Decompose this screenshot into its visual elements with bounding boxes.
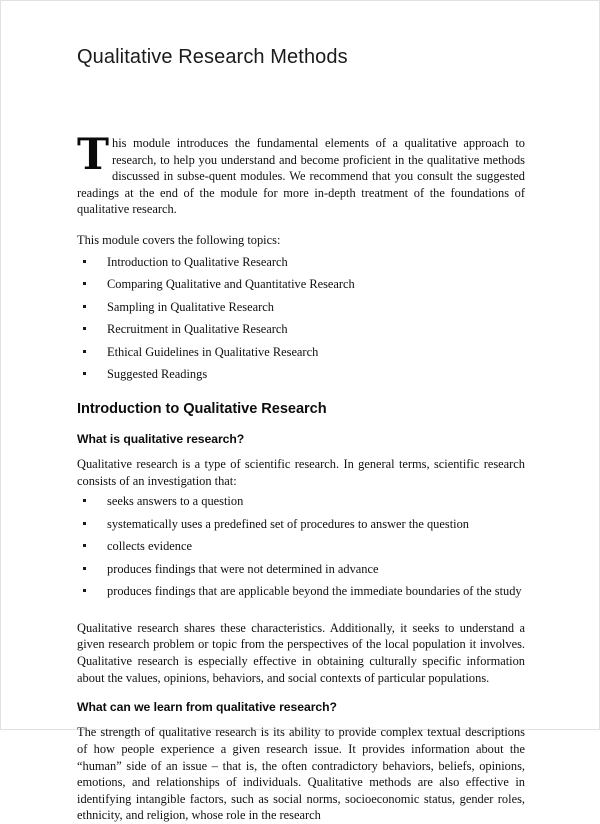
list-spacer — [77, 606, 525, 613]
list-item: Introduction to Qualitative Research — [77, 254, 525, 270]
intro-paragraph-text: his module introduces the fundamental elements of a qualitative approach to research, to help you understand and become proficient in the qualitative methods discussed in subse-quent modules. We recommend that you consult the suggested readings at the end of the module for more in-depth treatment of the foundations of qualitative research. — [77, 136, 525, 217]
drop-cap: T — [77, 130, 109, 180]
qualitative-research-strengths: The strength of qualitative research is its ability to provide complex textual descriptions of how people experience a given research issue. It provides information about the “human” side of an issue – that is, the often contradictory behaviors, beliefs, opinions, emotions, and relationships of individuals. Qualitative methods are also effective in identifying intangible factors, such as social norms, socioeconomic status, gender roles, ethnicity, and religion, whose role in the research — [77, 725, 525, 823]
list-item: produces findings that are applicable beyond the immediate boundaries of the study — [77, 583, 525, 599]
section-heading-introduction: Introduction to Qualitative Research — [77, 400, 327, 417]
sub-heading-what-is-qualitative-research: What is qualitative research? — [77, 431, 245, 446]
sub-heading-what-can-we-learn: What can we learn from qualitative research? — [77, 700, 337, 715]
list-item: Comparing Qualitative and Quantitative Research — [77, 276, 525, 292]
topics-list — [77, 249, 525, 383]
list-item: collects evidence — [77, 538, 525, 554]
page-title: Qualitative Research Methods — [77, 46, 348, 68]
list-item: Sampling in Qualitative Research — [77, 299, 525, 315]
intro-paragraph — [77, 69, 525, 218]
list-item: systematically uses a predefined set of procedures to answer the question — [77, 516, 525, 532]
document-content — [77, 1, 525, 824]
topics-lead-in: This module covers the following topics: — [77, 232, 281, 247]
qualitative-research-definition: Qualitative research is a type of scientific research. In general terms, scientific research consists of an investigation that: — [77, 457, 525, 488]
list-item: Ethical Guidelines in Qualitative Research — [77, 344, 525, 360]
list-item: Suggested Readings — [77, 366, 525, 382]
qualitative-research-characteristics: Qualitative research shares these characteristics. Additionally, it seeks to understand a given research problem or topic from the perspectives of the local population it involves. Qualitative research is especially effective in obtaining culturally specific information about the values, opinions, behaviors, and social contexts of particular populations. — [77, 620, 525, 685]
list-item: produces findings that were not determined in advance — [77, 561, 525, 577]
criteria-list — [77, 489, 525, 599]
list-item: Recruitment in Qualitative Research — [77, 321, 525, 337]
list-item: seeks answers to a question — [77, 493, 525, 509]
